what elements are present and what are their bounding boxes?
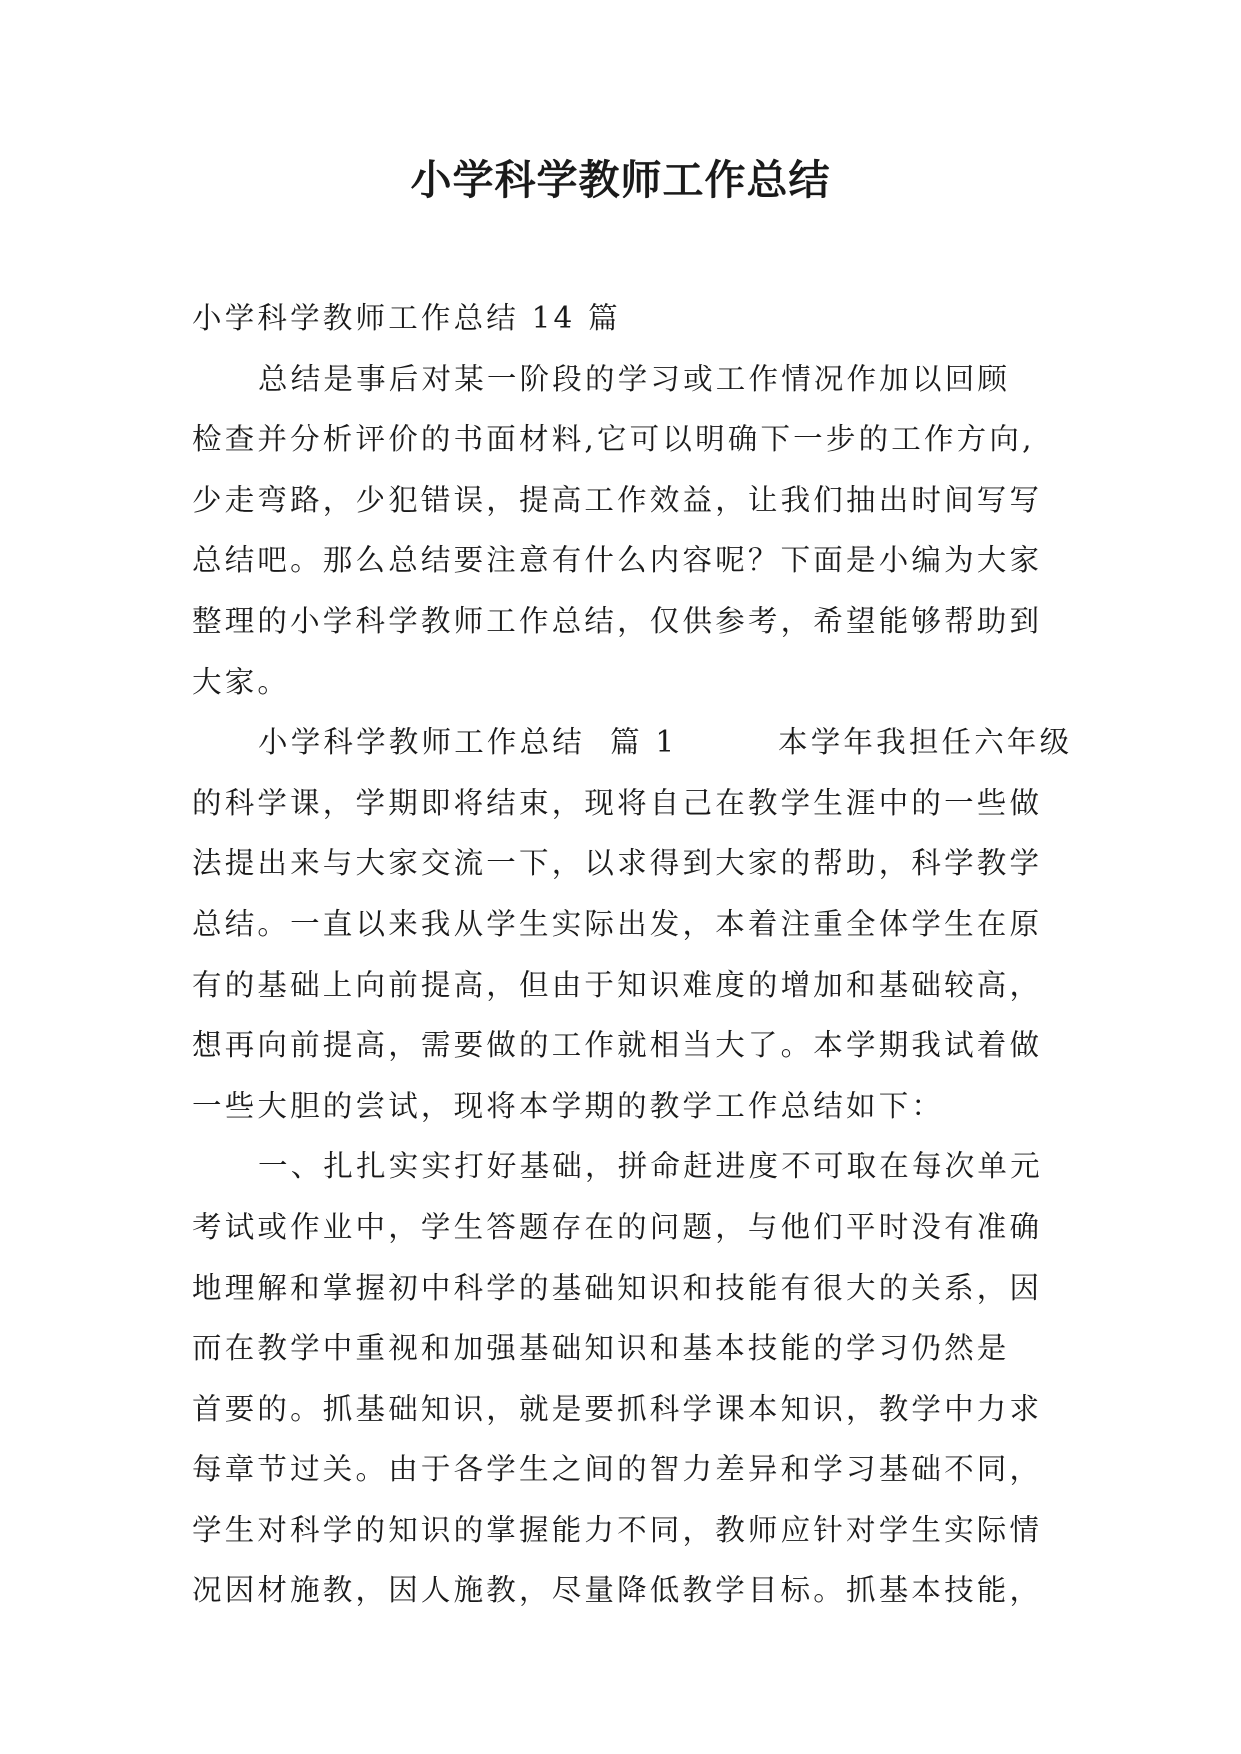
paragraph-line: 有的基础上向前提高，但由于知识难度的增加和基础较高， — [192, 967, 1043, 1002]
document-body — [192, 288, 1073, 1621]
paragraph-line: 首要的。抓基础知识，就是要抓科学课本知识，教学中力求 — [192, 1391, 1043, 1426]
paragraph-line: 一些大胆的尝试，现将本学期的教学工作总结如下： — [192, 1088, 945, 1123]
paragraph-line: 少走弯路，少犯错误，提高工作效益，让我们抽出时间写写 — [192, 482, 1043, 517]
paragraph-line: 每章节过关。由于各学生之间的智力差异和学习基础不同， — [192, 1452, 1043, 1487]
paragraph-line: 检查并分析评价的书面材料,它可以明确下一步的工作方向, — [192, 422, 1035, 457]
paragraph-line: 总结是事后对某一阶段的学习或工作情况作加以回顾 — [258, 361, 1011, 396]
section-heading-line: 小学科学教师工作总结 篇 1 本学年我担任六年级 — [258, 725, 1073, 760]
paragraph-line: 考试或作业中，学生答题存在的问题，与他们平时没有准确 — [192, 1209, 1043, 1244]
paragraph-line: 想再向前提高，需要做的工作就相当大了。本学期我试着做 — [192, 1028, 1043, 1063]
paragraph-line: 总结吧。那么总结要注意有什么内容呢？下面是小编为大家 — [192, 543, 1043, 578]
document-title: 小学科学教师工作总结 — [410, 156, 831, 204]
paragraph-line: 大家。 — [192, 664, 291, 699]
paragraph-line: 地理解和掌握初中科学的基础知识和技能有很大的关系，因 — [192, 1270, 1043, 1305]
paragraph-line: 总结。一直以来我从学生实际出发，本着注重全体学生在原 — [192, 906, 1043, 941]
paragraph-line: 的科学课，学期即将结束，现将自己在教学生涯中的一些做 — [192, 785, 1043, 820]
subtitle-line: 小学科学教师工作总结 14 篇 — [192, 301, 621, 335]
paragraph-line: 一、扎扎实实打好基础，拼命赶进度不可取在每次单元 — [258, 1149, 1043, 1184]
paragraph-line: 况因材施教，因人施教，尽量降低教学目标。抓基本技能， — [192, 1573, 1043, 1608]
paragraph-line: 学生对科学的知识的掌握能力不同，教师应针对学生实际情 — [192, 1512, 1043, 1547]
paragraph-line: 法提出来与大家交流一下，以求得到大家的帮助，科学教学 — [192, 846, 1043, 881]
paragraph-line: 整理的小学科学教师工作总结，仅供参考，希望能够帮助到 — [192, 603, 1043, 638]
paragraph-line: 而在教学中重视和加强基础知识和基本技能的学习仍然是 — [192, 1331, 1010, 1366]
